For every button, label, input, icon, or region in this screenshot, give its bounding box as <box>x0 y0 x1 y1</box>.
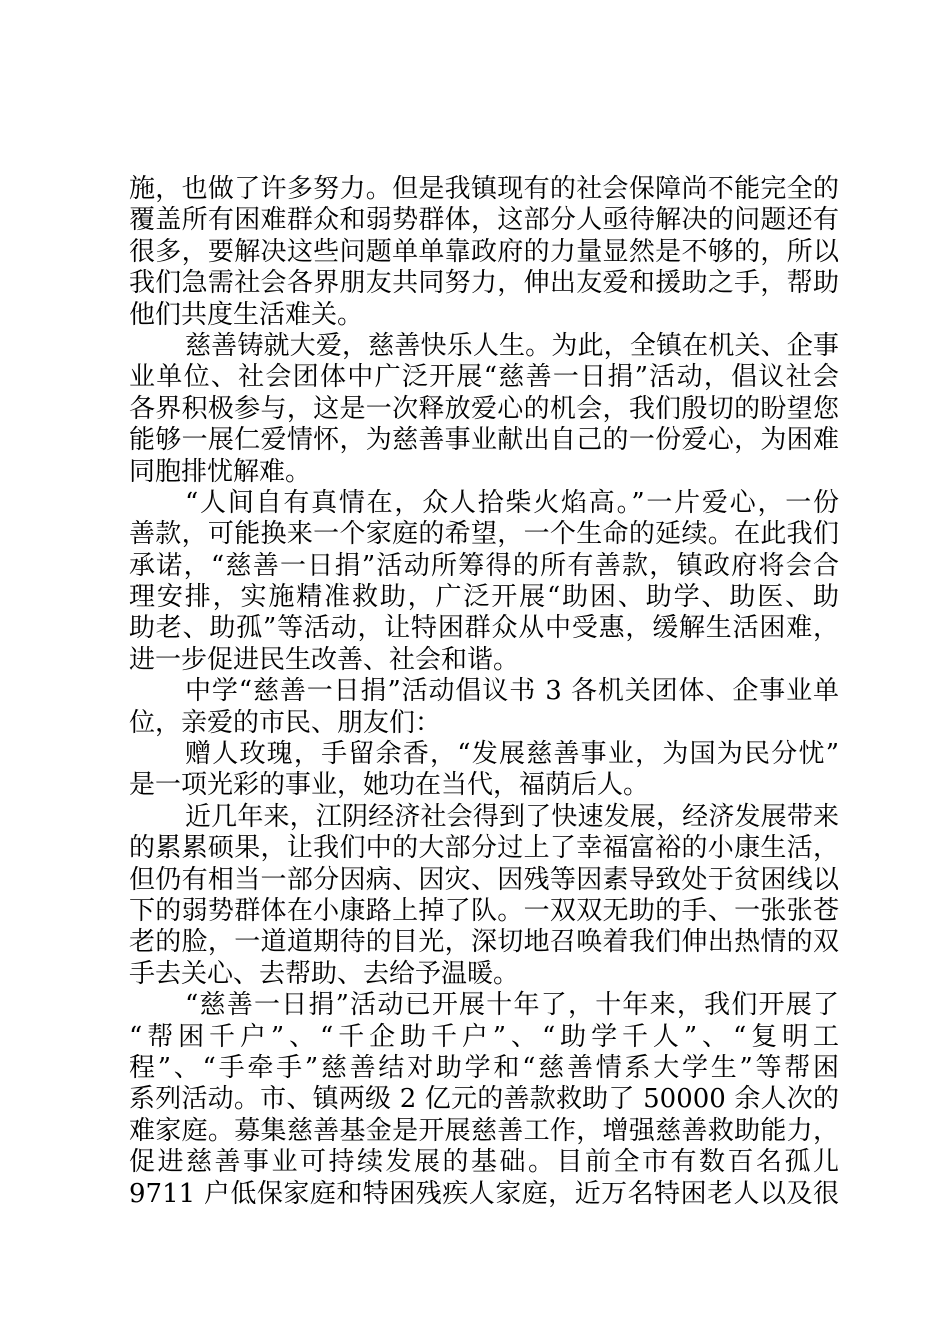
text-line: 程”、“手牵手”慈善结对助学和“慈善情系大学生”等帮困 <box>129 1052 839 1083</box>
text-line: 但仍有相当一部分因病、因灾、因残等因素导致处于贫困线以 <box>129 864 839 895</box>
text-line: 是一项光彩的事业，她功在当代，福荫后人。 <box>129 770 650 801</box>
text-line: 位，亲爱的市民、朋友们： <box>129 707 442 738</box>
text-line: 覆盖所有困难群众和弱势群体，这部分人亟待解决的问题还有 <box>129 205 839 236</box>
text-line: 他们共度生活难关。 <box>129 299 364 330</box>
text-line: 手去关心、去帮助、去给予温暖。 <box>129 958 520 989</box>
text-line: “帮困千户”、“千企助千户”、“助学千人”、“复明工 <box>129 1021 839 1052</box>
text-line: 善款，可能换来一个家庭的希望，一个生命的延续。在此我们 <box>129 519 839 550</box>
text-line: “人间自有真情在，众人拾柴火焰高。”一片爱心，一份 <box>185 487 839 518</box>
text-line: 承诺，“慈善一日捐”活动所筹得的所有善款，镇政府将会合 <box>129 550 839 581</box>
text-line: 近几年来，江阴经济社会得到了快速发展，经济发展带来 <box>185 801 839 832</box>
text-line: 同胞排忧解难。 <box>129 456 312 487</box>
text-line: 的累累硕果，让我们中的大部分过上了幸福富裕的小康生活， <box>129 833 839 864</box>
text-line: 系列活动。市、镇两级 2 亿元的善款救助了 50000 余人次的 <box>129 1084 839 1115</box>
text-line: 促进慈善事业可持续发展的基础。目前全市有数百名孤儿 <box>129 1147 839 1178</box>
text-line: 各界积极参与，这是一次释放爱心的机会，我们殷切的盼望您 <box>129 393 839 424</box>
text-line: 理安排，实施精准救助，广泛开展“助困、助学、助医、助 <box>129 582 839 613</box>
text-line: 难家庭。募集慈善基金是开展慈善工作，增强慈善救助能力， <box>129 1115 839 1146</box>
body-text <box>129 174 839 1210</box>
text-line: 下的弱势群体在小康路上掉了队。一双双无助的手、一张张苍 <box>129 895 839 926</box>
text-line: 进一步促进民生改善、社会和谐。 <box>129 644 520 675</box>
text-line: 慈善铸就大爱，慈善快乐人生。为此，全镇在机关、企事 <box>185 330 839 361</box>
text-line: 赠人玫瑰，手留余香，“发展慈善事业，为国为民分忧” <box>185 739 839 770</box>
text-line: 老的脸，一道道期待的目光，深切地召唤着我们伸出热情的双 <box>129 927 839 958</box>
text-line: 我们急需社会各界朋友共同努力，伸出友爱和援助之手，帮助 <box>129 268 839 299</box>
text-line: 9711 户低保家庭和特困残疾人家庭，近万名特困老人以及很 <box>129 1178 839 1209</box>
text-line: 能够一展仁爱情怀，为慈善事业献出自己的一份爱心，为困难 <box>129 425 839 456</box>
text-line: 业单位、社会团体中广泛开展“慈善一日捐”活动，倡议社会 <box>129 362 839 393</box>
text-line: 中学“慈善一日捐”活动倡议书 3 各机关团体、企事业单 <box>185 676 839 707</box>
text-line: 施，也做了许多努力。但是我镇现有的社会保障尚不能完全的 <box>129 174 839 204</box>
text-line: 很多，要解决这些问题单单靠政府的力量显然是不够的，所以 <box>129 236 839 267</box>
text-line: 助老、助孤”等活动，让特困群众从中受惠，缓解生活困难， <box>129 613 839 644</box>
text-line: “慈善一日捐”活动已开展十年了，十年来，我们开展了 <box>185 990 839 1021</box>
